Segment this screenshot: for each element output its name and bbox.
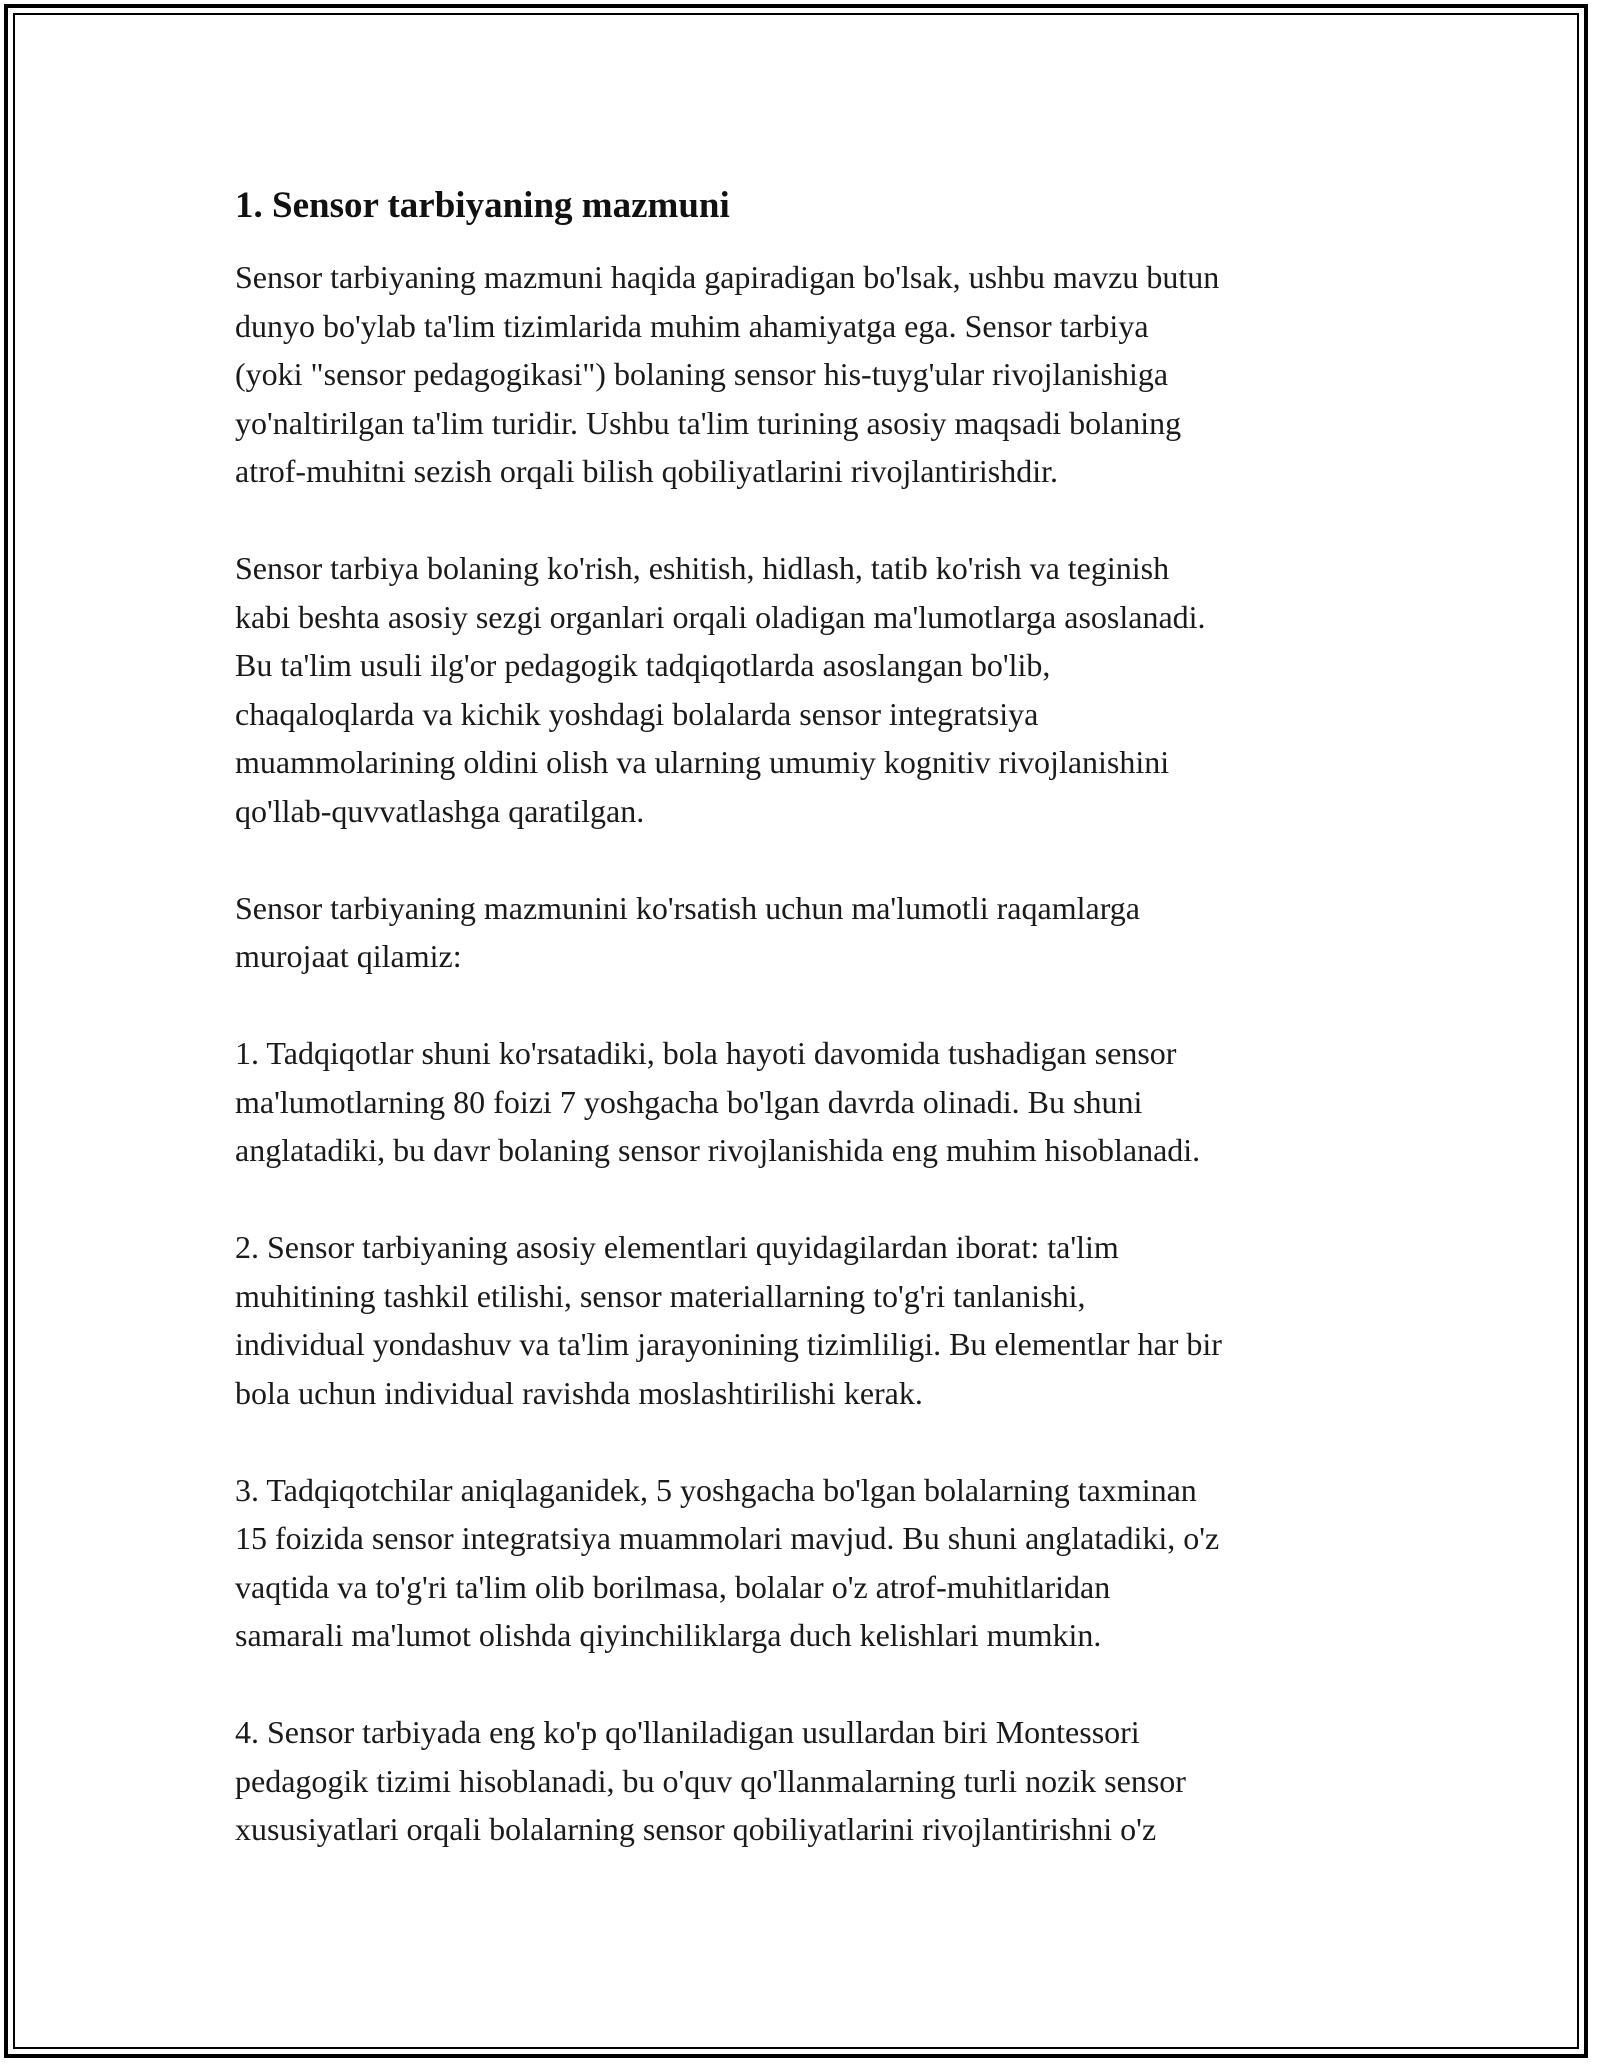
text-line: kabi beshta asosiy sezgi organlari orqali oladigan ma'lumotlarga asoslanadi.: [235, 598, 1206, 635]
paragraph-numbers-intro: [235, 884, 1395, 981]
text-line: chaqaloqlarda va kichik yoshdagi bolalarda sensor integratsiya: [235, 695, 1039, 732]
list-item-2: [235, 1223, 1395, 1417]
text-line: yo'naltirilgan ta'lim turidir. Ushbu ta'lim turining asosiy maqsadi bolaning: [235, 404, 1182, 441]
document-body: [235, 184, 1395, 1902]
text-line: bola uchun individual ravishda moslashtirilishi kerak.: [235, 1374, 923, 1411]
text-line: pedagogik tizimi hisoblanadi, bu o'quv qo'llanmalarning turli nozik sensor: [235, 1762, 1186, 1799]
list-item-4: [235, 1708, 1395, 1854]
paragraph-intro: [235, 253, 1395, 496]
text-line: muhitining tashkil etilishi, sensor materiallarning to'g'ri tanlanishi,: [235, 1277, 1086, 1314]
text-line: murojaat qilamiz:: [235, 938, 462, 975]
text-line: Bu ta'lim usuli ilg'or pedagogik tadqiqotlarda asoslangan bo'lib,: [235, 647, 1051, 684]
text-line: anglatadiki, bu davr bolaning sensor rivojlanishida eng muhim hisoblanadi.: [235, 1132, 1201, 1169]
text-line: 15 foizida sensor integratsiya muammolari mavjud. Bu shuni anglatadiki, o'z: [235, 1520, 1220, 1557]
text-line: qo'llab-quvvatlashga qaratilgan.: [235, 792, 645, 829]
text-line: vaqtida va to'g'ri ta'lim olib borilmasa, bolalar o'z atrof-muhitlaridan: [235, 1568, 1111, 1605]
text-line: Sensor tarbiya bolaning ko'rish, eshitish, hidlash, tatib ko'rish va teginish: [235, 550, 1170, 587]
text-line: individual yondashuv va ta'lim jarayonining tizimliligi. Bu elementlar har bir: [235, 1326, 1222, 1363]
text-line: Sensor tarbiyaning mazmunini ko'rsatish uchun ma'lumotli raqamlarga: [235, 889, 1140, 926]
text-line: 1. Tadqiqotlar shuni ko'rsatadiki, bola hayoti davomida tushadigan sensor: [235, 1035, 1177, 1072]
list-item-3: [235, 1466, 1395, 1660]
text-line: (yoki "sensor pedagogikasi") bolaning sensor his-tuyg'ular rivojlanishiga: [235, 356, 1169, 393]
text-line: samarali ma'lumot olishda qiyinchiliklarga duch kelishlari mumkin.: [235, 1617, 1102, 1654]
text-line: atrof-muhitni sezish orqali bilish qobiliyatlarini rivojlantirishdir.: [235, 453, 1058, 490]
text-line: 2. Sensor tarbiyaning asosiy elementlari quyidagilardan iborat: ta'lim: [235, 1229, 1119, 1266]
text-line: ma'lumotlarning 80 foizi 7 yoshgacha bo'lgan davrda olinadi. Bu shuni: [235, 1083, 1143, 1120]
paragraph-senses: [235, 544, 1395, 835]
text-line: 3. Tadqiqotchilar aniqlaganidek, 5 yoshgacha bo'lgan bolalarning taxminan: [235, 1471, 1197, 1508]
text-line: dunyo bo'ylab ta'lim tizimlarida muhim ahamiyatga ega. Sensor tarbiya: [235, 307, 1149, 344]
text-line: 4. Sensor tarbiyada eng ko'p qo'llaniladigan usullardan biri Montessori: [235, 1714, 1140, 1751]
text-line: Sensor tarbiyaning mazmuni haqida gapiradigan bo'lsak, ushbu mavzu butun: [235, 259, 1220, 296]
list-item-1: [235, 1029, 1395, 1175]
text-line: muammolarining oldini olish va ularning umumiy kognitiv rivojlanishini: [235, 744, 1170, 781]
text-line: xususiyatlari orqali bolalarning sensor qobiliyatlarini rivojlantirishni o'z: [235, 1811, 1157, 1848]
section-heading: 1. Sensor tarbiyaning mazmuni: [235, 185, 730, 226]
